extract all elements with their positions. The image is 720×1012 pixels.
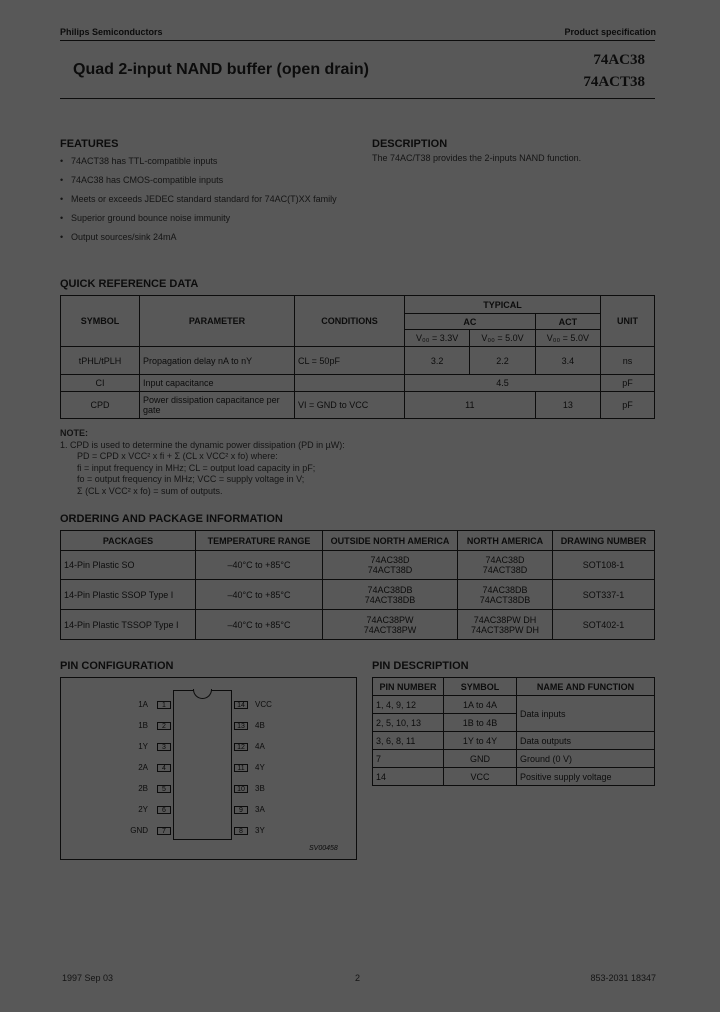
col-temperature: TEMPERATURE RANGE <box>196 531 323 551</box>
cell-package: 14-Pin Plastic SSOP Type I <box>61 580 196 610</box>
col-outside-na: OUTSIDE NORTH AMERICA <box>323 531 458 551</box>
pin-number: 4 <box>157 764 171 772</box>
col-pin-number: PIN NUMBER <box>373 678 444 696</box>
part-code: 74ACT38DB <box>479 594 531 605</box>
col-vcc-33: V₀₀ = 3.3V <box>405 330 470 347</box>
table-row <box>373 750 655 768</box>
cell-symbol: VCC <box>444 768 517 786</box>
pin-label: 1A <box>138 700 148 709</box>
cell-drawing: SOT337-1 <box>553 580 655 610</box>
pin-label: 4B <box>255 721 265 730</box>
cell-temp: –40°C to +85°C <box>196 580 323 610</box>
cell-pin: 14 <box>373 768 444 786</box>
col-north-america: NORTH AMERICA <box>458 531 553 551</box>
table-row <box>61 375 655 392</box>
pin-config-heading: PIN CONFIGURATION <box>60 660 174 672</box>
part-code: 74ACT38D <box>482 565 528 575</box>
part-code: 74AC38D <box>485 555 525 565</box>
pin-label: 3A <box>255 805 265 814</box>
note-line: Σ (CL x VCC² x fo) = sum of outputs. <box>77 485 223 496</box>
cell-package: 14-Pin Plastic TSSOP Type I <box>61 610 196 640</box>
cell-parameter: Power dissipation capacitance per gate <box>140 392 295 419</box>
feature-item: • 74ACT38 has TTL-compatible inputs <box>60 156 350 167</box>
cell-outside <box>323 551 458 580</box>
cell-pin: 7 <box>373 750 444 768</box>
pin-label: VCC <box>255 700 272 709</box>
pin-number: 6 <box>157 806 171 814</box>
col-vcc-50-ac: V₀₀ = 5.0V <box>470 330 535 347</box>
footer-date: 1997 Sep 03 <box>62 973 114 983</box>
ic-package <box>173 690 232 840</box>
pin-number: 10 <box>234 785 248 793</box>
pin-number: 7 <box>157 827 171 835</box>
pin-number: 5 <box>157 785 171 793</box>
description-text: The 74AC/T38 provides the 2-inputs NAND function. <box>372 153 582 163</box>
cell-function: Data outputs <box>517 732 655 750</box>
col-typical: TYPICAL <box>405 296 601 314</box>
cell-parameter: Propagation delay nA to nY <box>140 347 295 375</box>
cell-drawing: SOT108-1 <box>553 551 655 580</box>
part-code: 74ACT38D <box>367 565 413 575</box>
feature-item: • Superior ground bounce noise immunity <box>60 213 350 224</box>
cell-function: Data inputs <box>517 696 655 732</box>
cell-outside <box>323 610 458 640</box>
pin-label: 1B <box>138 721 148 730</box>
pin-label: 2B <box>138 784 148 793</box>
table-row <box>373 732 655 750</box>
notes-heading: NOTE: <box>60 428 88 438</box>
title-rule <box>60 98 655 99</box>
cell-conditions: VI = GND to VCC <box>295 392 405 419</box>
col-act: ACT <box>535 314 600 330</box>
pin-number: 1 <box>157 701 171 709</box>
pin-label: 2Y <box>138 805 148 814</box>
cell-temp: –40°C to +85°C <box>196 610 323 640</box>
cell-value: 13 <box>535 392 600 419</box>
table-row <box>373 696 655 714</box>
note-line: fi = input frequency in MHz; CL = output load capacity in pF; <box>77 462 316 473</box>
table-row <box>373 768 655 786</box>
part-code: 74AC38D <box>370 555 410 565</box>
cell-unit: pF <box>601 392 655 419</box>
col-drawing-number: DRAWING NUMBER <box>553 531 655 551</box>
quick-reference-heading: QUICK REFERENCE DATA <box>60 278 199 290</box>
part-code: 74AC38DB <box>482 584 528 595</box>
pin-number: 9 <box>234 806 248 814</box>
table-row <box>61 551 655 580</box>
pin-label: GND <box>130 826 148 835</box>
footer-page: 2 <box>355 973 361 983</box>
part-code: 74AC38DB <box>367 584 413 595</box>
col-parameter: PARAMETER <box>140 296 295 347</box>
part-number-ac: 74AC38 <box>593 52 645 68</box>
col-packages: PACKAGES <box>61 531 196 551</box>
pin-number: 13 <box>234 722 248 730</box>
cell-pin: 2, 5, 10, 13 <box>373 714 444 732</box>
note-line: fo = output frequency in MHz; VCC = supply voltage in V; <box>77 474 305 484</box>
col-unit: UNIT <box>601 296 655 347</box>
pin-label: 1Y <box>138 742 148 751</box>
cell-unit: ns <box>601 347 655 375</box>
footer-code: 853-2031 18347 <box>590 973 656 983</box>
drawing-code: SV00458 <box>309 845 338 852</box>
features-list <box>60 156 350 251</box>
part-code: 74ACT38DB <box>364 594 416 605</box>
cell-symbol: CI <box>61 375 140 392</box>
col-vcc-50-act: V₀₀ = 5.0V <box>535 330 600 347</box>
features-heading: FEATURES <box>60 138 119 150</box>
cell-symbol: CPD <box>61 392 140 419</box>
cell-value: 2.2 <box>470 347 535 375</box>
cell-na <box>458 551 553 580</box>
table-row <box>61 347 655 375</box>
pin-label: 3Y <box>255 826 265 835</box>
feature-item: • Output sources/sink 24mA <box>60 232 350 243</box>
part-number-act: 74ACT38 <box>583 74 645 90</box>
pin-number: 3 <box>157 743 171 751</box>
table-row <box>61 392 655 419</box>
pin-number: 8 <box>234 827 248 835</box>
pin-label: 4Y <box>255 763 265 772</box>
cell-value: 4.5 <box>405 375 601 392</box>
cell-outside <box>323 580 458 610</box>
cell-function: Positive supply voltage <box>517 768 655 786</box>
pin-description-table <box>372 677 655 786</box>
notes <box>60 428 660 497</box>
pin-label: 4A <box>255 742 265 751</box>
cell-na <box>458 610 553 640</box>
page-title: Quad 2-input NAND buffer (open drain) <box>73 61 369 78</box>
header-rule <box>60 40 655 41</box>
cell-symbol: tPHL/tPLH <box>61 347 140 375</box>
pin-label: 3B <box>255 784 265 793</box>
pin-number: 12 <box>234 743 248 751</box>
note-line: 1. CPD is used to determine the dynamic power dissipation (PD in µW): <box>60 439 345 450</box>
note-line: PD = CPD x VCC² x fi + Σ (CL x VCC² x fo) where: <box>77 451 278 461</box>
cell-value: 3.4 <box>535 347 600 375</box>
cell-pin: 1, 4, 9, 12 <box>373 696 444 714</box>
cell-value: 11 <box>405 392 536 419</box>
cell-unit: pF <box>601 375 655 392</box>
pin-number: 2 <box>157 722 171 730</box>
ordering-heading: ORDERING AND PACKAGE INFORMATION <box>60 513 283 525</box>
description-heading: DESCRIPTION <box>372 138 448 150</box>
quick-reference-table <box>60 295 655 419</box>
cell-conditions <box>295 375 405 392</box>
part-code: 74ACT38PW DH <box>470 624 540 635</box>
cell-symbol: 1B to 4B <box>444 714 517 732</box>
table-row <box>61 580 655 610</box>
pin-label: 2A <box>138 763 148 772</box>
cell-conditions: CL = 50pF <box>295 347 405 375</box>
cell-package: 14-Pin Plastic SO <box>61 551 196 580</box>
col-symbol: SYMBOL <box>61 296 140 347</box>
part-code: 74ACT38PW <box>363 624 417 635</box>
ordering-table <box>60 530 655 640</box>
col-name-function: NAME AND FUNCTION <box>517 678 655 696</box>
cell-parameter: Input capacitance <box>140 375 295 392</box>
cell-symbol: 1Y to 4Y <box>444 732 517 750</box>
cell-drawing: SOT402-1 <box>553 610 655 640</box>
cell-na <box>458 580 553 610</box>
document-type: Product specification <box>564 27 656 37</box>
cell-pin: 3, 6, 8, 11 <box>373 732 444 750</box>
col-conditions: CONDITIONS <box>295 296 405 347</box>
cell-function: Ground (0 V) <box>517 750 655 768</box>
cell-temp: –40°C to +85°C <box>196 551 323 580</box>
pin-description-heading: PIN DESCRIPTION <box>372 660 469 672</box>
cell-value: 3.2 <box>405 347 470 375</box>
part-code: 74AC38PW <box>366 614 414 625</box>
company-name: Philips Semiconductors <box>60 27 163 37</box>
pin-number: 14 <box>234 701 248 709</box>
cell-symbol: GND <box>444 750 517 768</box>
part-code: 74AC38PW DH <box>473 614 537 625</box>
feature-item: • Meets or exceeds JEDEC standard standard for 74AC(T)XX family <box>60 194 350 205</box>
col-ac: AC <box>405 314 536 330</box>
pin-number: 11 <box>234 764 248 772</box>
table-row <box>61 610 655 640</box>
cell-symbol: 1A to 4A <box>444 696 517 714</box>
col-symbol: SYMBOL <box>444 678 517 696</box>
feature-item: • 74AC38 has CMOS-compatible inputs <box>60 175 350 186</box>
